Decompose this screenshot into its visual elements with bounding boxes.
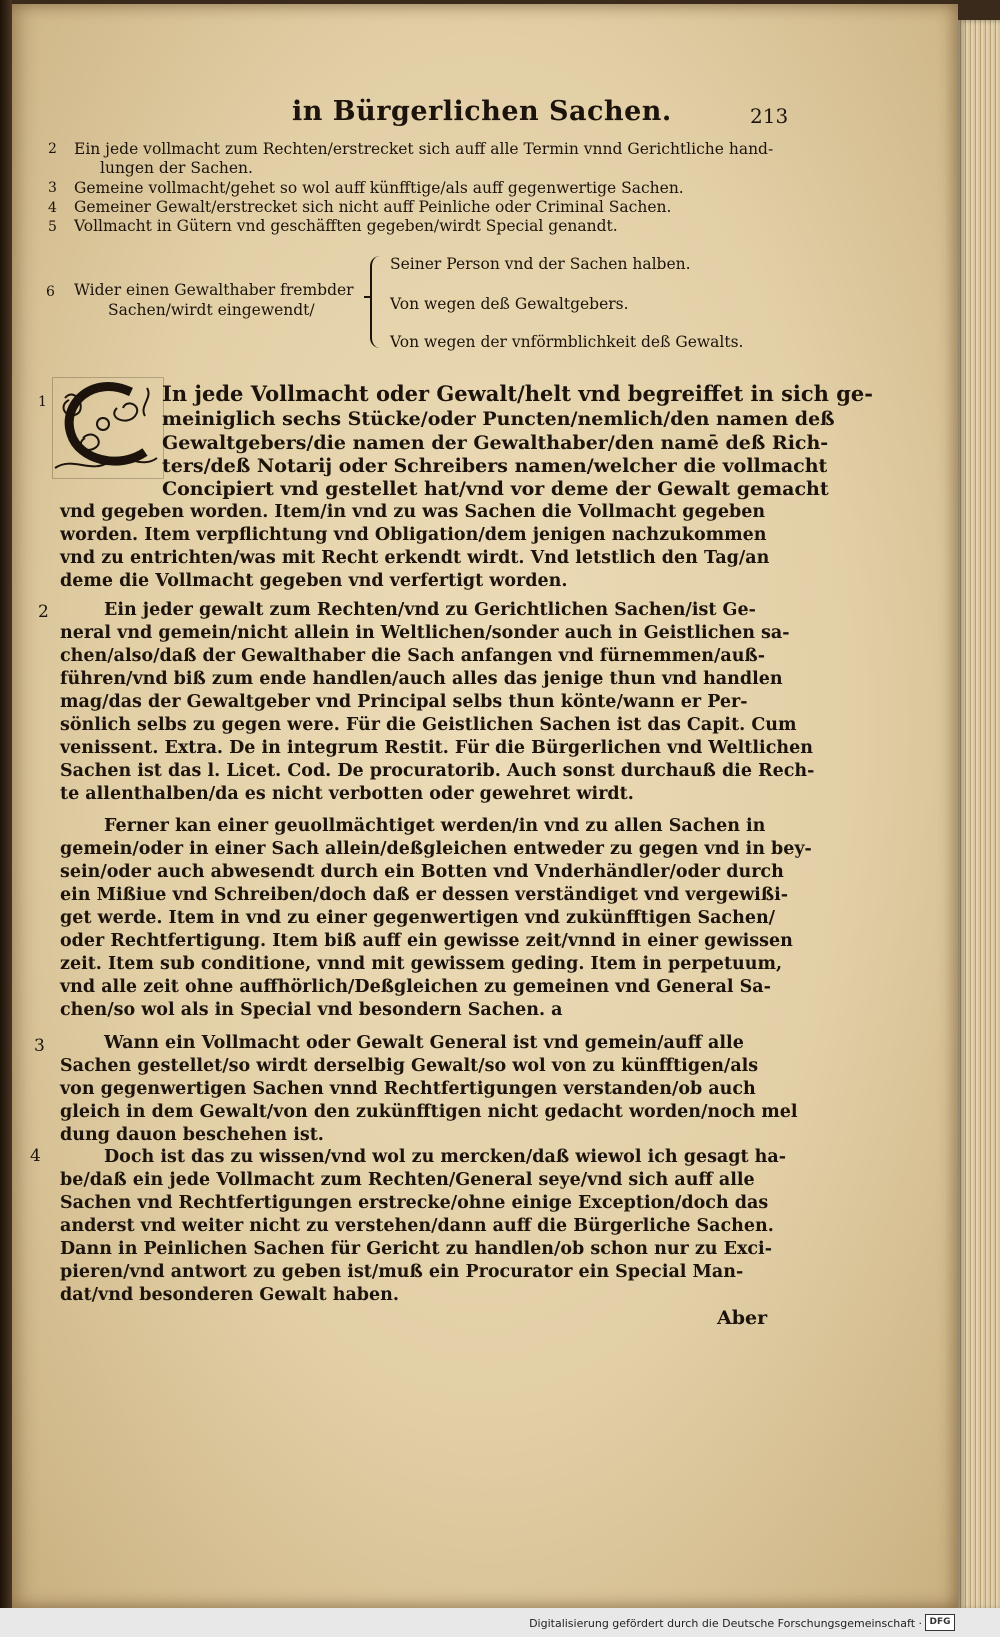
brace-lead-line: Wider einen Gewalthaber frembder [74,281,354,299]
text-line: be/daß ein jede Vollmacht zum Rechten/General seye/vnd sich auff alle [60,1170,755,1190]
text-line: sönlich selbs zu gegen were. Für die Geistlichen Sachen ist das Capit. Cum [60,715,797,735]
brace-item-number: 6 [46,284,55,300]
summary-number: 4 [48,200,57,216]
text-line: vnd gegeben worden. Item/in vnd zu was Sachen die Vollmacht gegeben [60,502,766,522]
text-line: ters/deß Notarij oder Schreibers namen/welcher die vollmacht [162,455,828,477]
curly-brace [370,256,386,348]
text-line: oder Rechtfertigung. Item biß auff ein gewisse zeit/vnnd in einer gewissen [60,931,793,951]
text-line: Sachen gestellet/so wirdt derselbig Gewalt/so wol von zu künfftigen/als [60,1056,759,1076]
text-line: von gegenwertigen Sachen vnnd Rechtfertigungen verstanden/ob auch [60,1079,756,1099]
text-line: dat/vnd besonderen Gewalt haben. [60,1285,399,1305]
brace-branch: Seiner Person vnd der Sachen halben. [390,255,691,273]
summary-line: Vollmacht in Gütern vnd geschäfften gegeben/wirdt Special genandt. [74,217,618,235]
paragraph-number: 4 [30,1146,41,1166]
text-line: pieren/vnd antwort zu geben ist/muß ein Procurator ein Special Man- [60,1262,744,1282]
text-line: Sachen vnd Rechtfertigungen erstrecke/ohne einige Exception/doch das [60,1193,769,1213]
ornament-initial-icon [53,378,163,478]
paragraph-number: 2 [38,602,49,622]
text-line: worden. Item verpflichtung vnd Obligation/dem jenigen nachzukommen [60,525,767,545]
text-line: Sachen ist das l. Licet. Cod. De procuratorib. Auch sonst durchauß die Rech- [60,761,815,781]
dfg-logo: DFG [925,1614,955,1631]
text-line: dung dauon beschehen ist. [60,1125,324,1145]
text-line: Ein jeder gewalt zum Rechten/vnd zu Gerichtlichen Sachen/ist Ge- [104,600,756,620]
text-line: deme die Vollmacht gegeben vnd verfertigt worden. [60,571,568,591]
text-line: neral vnd gemein/nicht allein in Weltlichen/sonder auch in Geistlichen sa- [60,623,790,643]
catchword: Aber [717,1307,768,1329]
text-line: zeit. Item sub conditione, vnnd mit gewissem geding. Item in perpetuum, [60,954,783,974]
text-line: get werde. Item in vnd zu einer gegenwertigen vnd zukünfftigen Sachen/ [60,908,776,928]
text-line: chen/also/daß der Gewalthaber die Sach anfangen vnd fürnemmen/auß- [60,646,765,666]
text-line: chen/so wol als in Special vnd besondern Sachen. a [60,1000,563,1020]
text-line: venissent. Extra. De in integrum Restit. Für die Bürgerlichen vnd Weltlichen [60,738,813,758]
curly-brace-tip [364,296,372,298]
text-line: führen/vnd biß zum ende handlen/auch alles das jenige thun vnd handlen [60,669,783,689]
text-line: Gewaltgebers/die namen der Gewalthaber/den namē deß Rich- [162,432,829,454]
digitization-footer [0,1608,1000,1637]
brace-branch: Von wegen deß Gewaltgebers. [390,295,629,313]
summary-number: 2 [48,141,57,157]
text-line: vnd alle zeit ohne auffhörlich/Deßgleichen zu gemeinen vnd General Sa- [60,977,771,997]
book-page [12,4,958,1608]
text-line: te allenthalben/da es nicht verbotten oder gewehret wirdt. [60,784,634,804]
summary-number: 3 [48,180,57,196]
paragraph-number: 1 [38,394,47,410]
text-line: anderst vnd weiter nicht zu verstehen/dann auff die Bürgerliche Sachen. [60,1216,774,1236]
footer-credit: Digitalisierung gefördert durch die Deutsche Forschungsgemeinschaft · [529,1617,922,1630]
text-line: gleich in dem Gewalt/von den zukünfftigen nicht gedacht worden/noch mel [60,1102,798,1122]
text-line: Doch ist das zu wissen/vnd wol zu mercken/daß wiewol ich gesagt ha- [104,1147,786,1167]
brace-lead-line: Sachen/wirdt eingewendt/ [108,301,315,319]
text-line: In jede Vollmacht oder Gewalt/helt vnd begreiffet in sich ge- [162,381,873,406]
text-line: vnd zu entrichten/was mit Recht erkendt wirdt. Vnd letstlich den Tag/an [60,548,770,568]
brace-branch: Von wegen der vnförmblichkeit deß Gewalts. [390,333,744,351]
text-line: ein Mißiue vnd Schreiben/doch daß er dessen verständiget vnd vergewißi- [60,885,789,905]
text-line: sein/oder auch abwesendt durch ein Botten vnd Vnderhändler/oder durch [60,862,784,882]
summary-line: Gemeine vollmacht/gehet so wol auff künfftige/als auff gegenwertige Sachen. [74,179,684,197]
summary-line: Ein jede vollmacht zum Rechten/erstrecket sich auff alle Termin vnnd Gerichtliche hand- [74,140,774,158]
page-edges [958,20,1000,1610]
summary-line: lungen der Sachen. [100,159,253,177]
summary-number: 5 [48,219,57,235]
page-header-title: in Bürgerlichen Sachen. [292,96,672,127]
paragraph-number: 3 [34,1036,45,1056]
text-line: Ferner kan einer geuollmächtiget werden/in vnd zu allen Sachen in [104,816,766,836]
text-line: meiniglich sechs Stücke/oder Puncten/nemlich/den namen deß [162,408,835,430]
page-number: 213 [750,104,789,128]
text-line: Dann in Peinlichen Sachen für Gericht zu handlen/ob schon nur zu Exci- [60,1239,772,1259]
summary-line: Gemeiner Gewalt/erstrecket sich nicht auff Peinliche oder Criminal Sachen. [74,198,672,216]
book-spine-shadow [0,0,12,1637]
text-line: Concipiert vnd gestellet hat/vnd vor deme der Gewalt gemacht [162,478,829,500]
text-line: gemein/oder in einer Sach allein/deßgleichen entweder zu gegen vnd in bey- [60,839,812,859]
text-line: Wann ein Vollmacht oder Gewalt General ist vnd gemein/auff alle [104,1033,744,1053]
decorated-initial [52,377,164,479]
text-line: mag/das der Gewaltgeber vnd Principal selbs thun könte/wann er Per- [60,692,748,712]
